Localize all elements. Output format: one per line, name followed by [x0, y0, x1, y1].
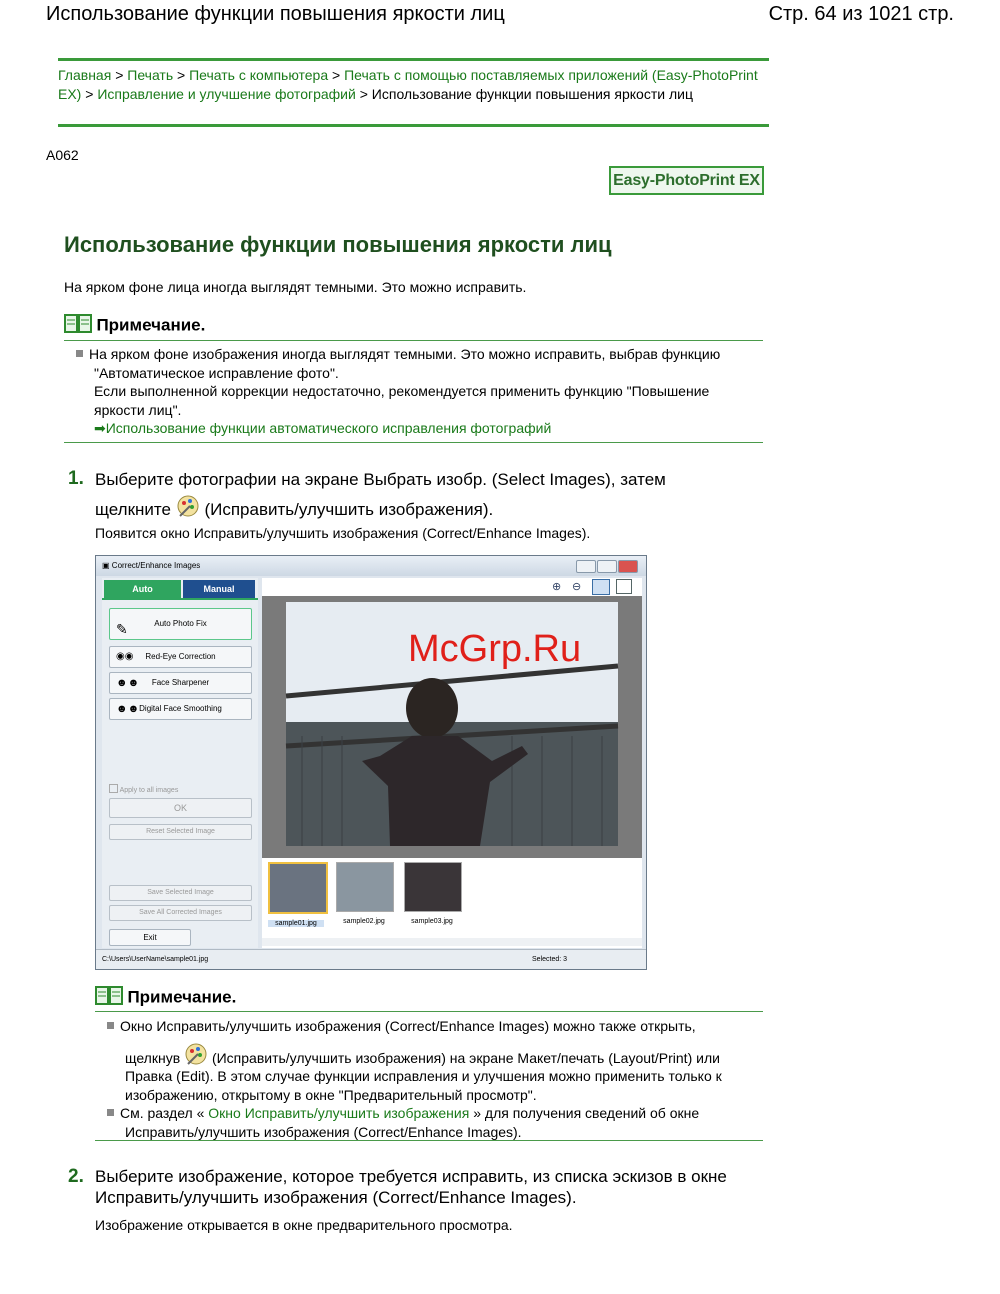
breadcrumb: [58, 66, 758, 103]
step1-sub: Появится окно Исправить/улучшить изображения (Correct/Enhance Images).: [95, 525, 591, 541]
function-panel: [102, 578, 258, 948]
doc-code: A062: [46, 147, 79, 163]
minimize-button[interactable]: [576, 560, 596, 573]
breadcrumb-separator: >: [332, 67, 341, 83]
auto-photo-fix-icon: ✎: [116, 621, 128, 637]
note1-top-rule: [64, 340, 763, 341]
step1-number: 1.: [68, 468, 84, 489]
step2-number: 2.: [68, 1166, 84, 1187]
note1-heading: Примечание.: [96, 315, 206, 335]
bullet-icon: [107, 1022, 114, 1029]
red-eye-label: Red-Eye Correction: [145, 652, 216, 661]
note1-header: [64, 313, 205, 340]
tab-manual[interactable]: Manual: [183, 580, 255, 598]
correct-enhance-icon: [176, 494, 200, 518]
breadcrumb-link-print[interactable]: Печать: [127, 67, 174, 83]
page-title: Использование функции повышения яркости лиц: [64, 232, 612, 257]
bullet-icon: [107, 1109, 114, 1116]
note2-top-rule: [95, 1011, 763, 1012]
status-path: C:\Users\UserName\sample01.jpg: [102, 956, 209, 963]
breadcrumb-separator: >: [359, 85, 368, 102]
note1-body: [76, 345, 756, 438]
note1-bottom-rule: [64, 442, 763, 443]
watermark-text: McGrp.Ru: [408, 628, 582, 670]
note2-header: [95, 985, 236, 1012]
faces-icon: ☻☻: [116, 703, 140, 715]
step1-text-a: Выберите фотографии на экране Выбрать изобр. (Select Images), затем щелкните: [95, 470, 666, 519]
window-titlebar: [96, 556, 646, 576]
checkbox-box: [109, 784, 118, 793]
page-header-title: Использование функции повышения яркости лиц: [46, 3, 505, 25]
note2-link-window[interactable]: Окно Исправить/улучшить изображения: [208, 1105, 470, 1121]
thumbnail-label: sample01.jpg: [268, 920, 324, 927]
face-sharpener-label: Face Sharpener: [151, 678, 210, 687]
thumbnail-label: sample02.jpg: [343, 918, 385, 925]
thumbnail-image: [404, 862, 462, 912]
zoom-in-icon[interactable]: ⊕: [552, 581, 562, 593]
note2-item1-b: щелкнув: [125, 1049, 181, 1066]
note2-body: [107, 1017, 757, 1141]
faces-icon: ☻☻: [116, 677, 140, 689]
compare-view-icon[interactable]: [616, 579, 632, 594]
reset-selected-image-button[interactable]: Reset Selected Image: [109, 824, 252, 840]
thumbnail-sample02[interactable]: [336, 862, 392, 928]
thumbnail-scrollbar[interactable]: [262, 938, 642, 946]
app-icon: ▣: [102, 561, 110, 570]
exit-button[interactable]: Exit: [109, 929, 191, 946]
maximize-button[interactable]: [597, 560, 617, 573]
note2-bottom-rule: [95, 1140, 763, 1141]
red-eye-correction-button[interactable]: [109, 646, 252, 668]
thumbnail-image: [268, 862, 328, 914]
breadcrumb-current: Использование функции повышения яркости лиц: [371, 85, 693, 102]
close-button[interactable]: [618, 560, 638, 573]
breadcrumb-separator: >: [177, 67, 186, 83]
note2-item1-a: Окно Исправить/улучшить изображения (Correct/Enhance Images) можно также открыть,: [120, 1018, 696, 1034]
eye-icon: ◉◉: [116, 651, 134, 662]
note1-line2: Если выполненной коррекции недостаточно, рекомендуется применить функцию "Повышение яркости лиц".: [94, 383, 710, 418]
face-sharpener-button[interactable]: [109, 672, 252, 694]
breadcrumb-link-correct-enhance[interactable]: Исправление и улучшение фотографий: [97, 85, 356, 102]
thumbnail-label: sample03.jpg: [411, 918, 453, 925]
breadcrumb-link-home[interactable]: Главная: [58, 67, 112, 83]
thumbnail-image: [336, 862, 394, 912]
page-counter: Стр. 64 из 1021 стр.: [768, 3, 954, 25]
single-view-icon[interactable]: [592, 579, 610, 595]
status-bar: [96, 949, 646, 969]
step2-text: Выберите изображение, которое требуется исправить, из списка эскизов в окне Исправить/улучшить изображения (Correct/Enhance Images).: [95, 1167, 727, 1207]
auto-photo-fix-button[interactable]: [109, 608, 252, 640]
digital-face-smoothing-label: Digital Face Smoothing: [139, 704, 222, 713]
apply-all-checkbox[interactable]: [109, 784, 178, 794]
note1-link-auto-photo-fix[interactable]: Использование функции автоматического исправления фотографий: [105, 420, 552, 436]
correct-enhance-window: [95, 555, 647, 970]
digital-face-smoothing-button[interactable]: [109, 698, 252, 720]
arrow-right-icon: ➡: [94, 420, 106, 436]
step1-text: [95, 466, 735, 524]
book-icon: [64, 313, 92, 340]
thumbnail-sample03[interactable]: [404, 862, 460, 928]
step1-text-b: (Исправить/улучшить изображения).: [204, 500, 494, 519]
zoom-out-icon[interactable]: ⊖: [572, 581, 582, 593]
breadcrumb-separator: >: [115, 67, 124, 83]
breadcrumb-separator: >: [85, 85, 94, 102]
ok-button[interactable]: OK: [109, 798, 252, 818]
breadcrumb-link-easy-photoprint[interactable]: Печать с помощью поставляемых приложений (Easy-PhotoPrint EX): [58, 67, 758, 102]
note2-item2-b: » для получения сведений об окне Исправить/улучшить изображения (Correct/Enhance Images).: [125, 1105, 700, 1140]
status-selected-count: Selected: 3: [532, 956, 568, 963]
note2-item2-a: См. раздел «: [120, 1105, 205, 1121]
correct-enhance-icon: [184, 1042, 208, 1066]
note1-line1: На ярком фоне изображения иногда выглядят темными. Это можно исправить, выбрав функцию "Автоматическое исправление фото".: [89, 346, 721, 381]
top-rule: [58, 58, 769, 61]
intro-text: На ярком фоне лица иногда выглядят темными. Это можно исправить.: [64, 279, 527, 295]
breadcrumb-rule: [58, 124, 769, 127]
thumbnail-sample01[interactable]: [268, 862, 324, 928]
bullet-icon: [76, 350, 83, 357]
breadcrumb-link-print-from-pc[interactable]: Печать с компьютера: [189, 67, 329, 83]
note2-item1-c: (Исправить/улучшить изображения) на экране Макет/печать (Layout/Print) или Правка (Edit). В этом случае функции исправления и улучшения можно применить только к изображению, открытому в окне "Предварительный просмотр".: [125, 1049, 722, 1103]
easy-photoprint-logo: Easy-PhotoPrint EX: [609, 166, 764, 195]
apply-all-label: Apply to all images: [119, 787, 179, 794]
tab-auto[interactable]: Auto: [104, 580, 181, 598]
window-title: Correct/Enhance Images: [111, 561, 201, 570]
note2-heading: Примечание.: [127, 987, 237, 1007]
auto-photo-fix-label: Auto Photo Fix: [154, 619, 207, 628]
save-all-corrected-images-button[interactable]: Save All Corrected Images: [109, 905, 252, 921]
save-selected-image-button[interactable]: Save Selected Image: [109, 885, 252, 901]
tab-underline: [102, 598, 258, 600]
step2-sub: Изображение открывается в окне предварительного просмотра.: [95, 1217, 513, 1233]
book-icon: [95, 985, 123, 1012]
